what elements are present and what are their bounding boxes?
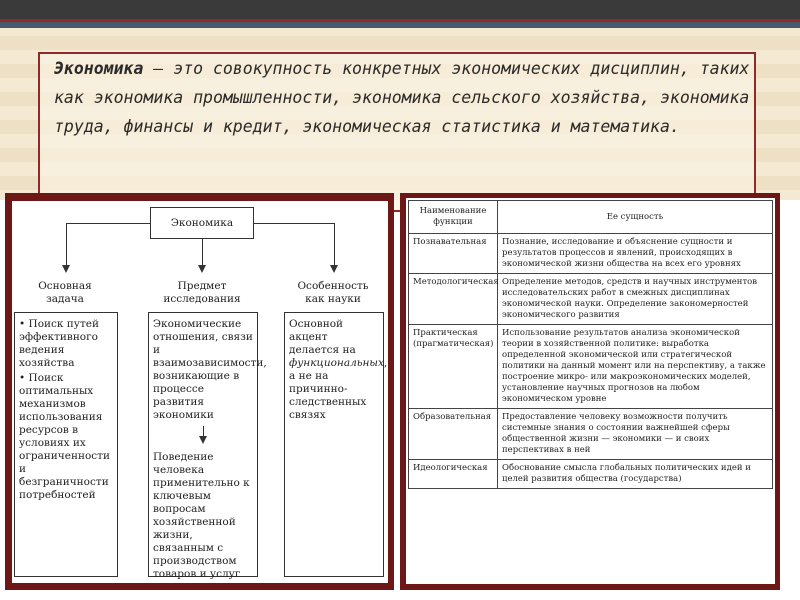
table-row bbox=[409, 274, 773, 325]
top-bar bbox=[0, 0, 800, 22]
function-description: Использование результатов анализа экономической теории в хозяйственной политике: выработка определенной экономической или стратегической политики на данный момент или на перспективу, а также построение микро- или макроэкономических моделей, установление научных прогнозов на любом экономическом уровне bbox=[498, 325, 773, 409]
arrow-left bbox=[62, 265, 70, 273]
definition-paragraph bbox=[54, 54, 754, 141]
diagram-root-box bbox=[150, 207, 254, 239]
main-task-item-2: • Поиск оптимальных механизмов использования ресурсов в условиях их ограниченности и безграничности потребностей bbox=[19, 372, 110, 501]
definition-text: – это совокупность конкретных экономических дисциплин, таких как экономика промышленности, экономика сельского хозяйства, экономика труда, финансы и кредит, экономическая статистика и математика. bbox=[54, 59, 750, 136]
connector-right bbox=[254, 223, 334, 224]
research-arrow bbox=[199, 436, 207, 444]
table-row bbox=[409, 325, 773, 409]
economics-diagram-panel bbox=[5, 193, 394, 590]
connector-left-down bbox=[66, 223, 67, 267]
table-row bbox=[409, 234, 773, 274]
header-science-feature bbox=[284, 275, 384, 313]
functions-table-panel bbox=[400, 193, 780, 590]
header-research-subject-label: Предмет исследования bbox=[163, 280, 241, 305]
research-subject-behavior: Поведение человека применительно к ключевым вопросам хозяйственной жизни, связанным с производством товаров и услуг bbox=[153, 451, 250, 580]
table-row bbox=[409, 409, 773, 460]
table-header-row bbox=[409, 201, 773, 234]
connector-left bbox=[66, 223, 150, 224]
functions-table-area bbox=[406, 198, 775, 584]
science-feature-text bbox=[289, 318, 388, 422]
function-description: Познание, исследование и объяснение сущности и результатов процессов и явлений, происходящих в экономической жизни общества на всех его уровнях bbox=[498, 234, 773, 274]
header-main-task bbox=[14, 275, 118, 313]
function-description: Предоставление человеку возможности получить системные знания о состоянии важнейшей сферы общественной жизни — экономики — и своих перспективах в ней bbox=[498, 409, 773, 460]
header-accent-bar bbox=[0, 22, 800, 28]
science-feature-post: , а не на причинно-следственных связях bbox=[289, 357, 388, 421]
main-task-item-1: • Поиск путей эффективного ведения хозяйства bbox=[19, 318, 99, 369]
function-description: Определение методов, средств и научных инструментов исследовательских работ в смежных дисциплинах экономической науки. Определение закономерностей экономического развития bbox=[498, 274, 773, 325]
header-research-subject bbox=[148, 275, 258, 313]
science-feature-emphasis: функциональных bbox=[289, 357, 384, 369]
research-subject-relations: Экономические отношения, связи и взаимозависимости, возникающие в процессе развития экономики bbox=[153, 318, 267, 421]
function-name: Практическая (прагматическая) bbox=[409, 325, 498, 409]
connector-center bbox=[202, 239, 203, 267]
column-science-feature bbox=[284, 275, 388, 577]
functions-table bbox=[408, 200, 773, 489]
definition-term: Экономика bbox=[54, 59, 144, 78]
header-science-feature-label: Особенность как науки bbox=[297, 280, 369, 305]
economics-diagram bbox=[12, 201, 388, 583]
science-feature-pre: Основной акцент делается на bbox=[289, 318, 356, 356]
connector-right-down bbox=[334, 223, 335, 267]
function-name: Методологическая bbox=[409, 274, 498, 325]
function-description: Обоснование смысла глобальных политических идей и целей развития общества (государства) bbox=[498, 460, 773, 489]
function-name: Познавательная bbox=[409, 234, 498, 274]
function-name: Идеологическая bbox=[409, 460, 498, 489]
header-main-task-label: Основная задача bbox=[38, 280, 92, 305]
column-research-subject bbox=[148, 275, 267, 580]
header-function-essence: Ее сущность bbox=[498, 201, 773, 234]
arrow-center bbox=[198, 265, 206, 273]
function-name: Образовательная bbox=[409, 409, 498, 460]
column-main-task bbox=[14, 275, 118, 577]
arrow-right bbox=[330, 265, 338, 273]
diagram-root-label: Экономика bbox=[170, 217, 234, 229]
table-row bbox=[409, 460, 773, 489]
header-function-name: Наименование функции bbox=[409, 201, 498, 234]
